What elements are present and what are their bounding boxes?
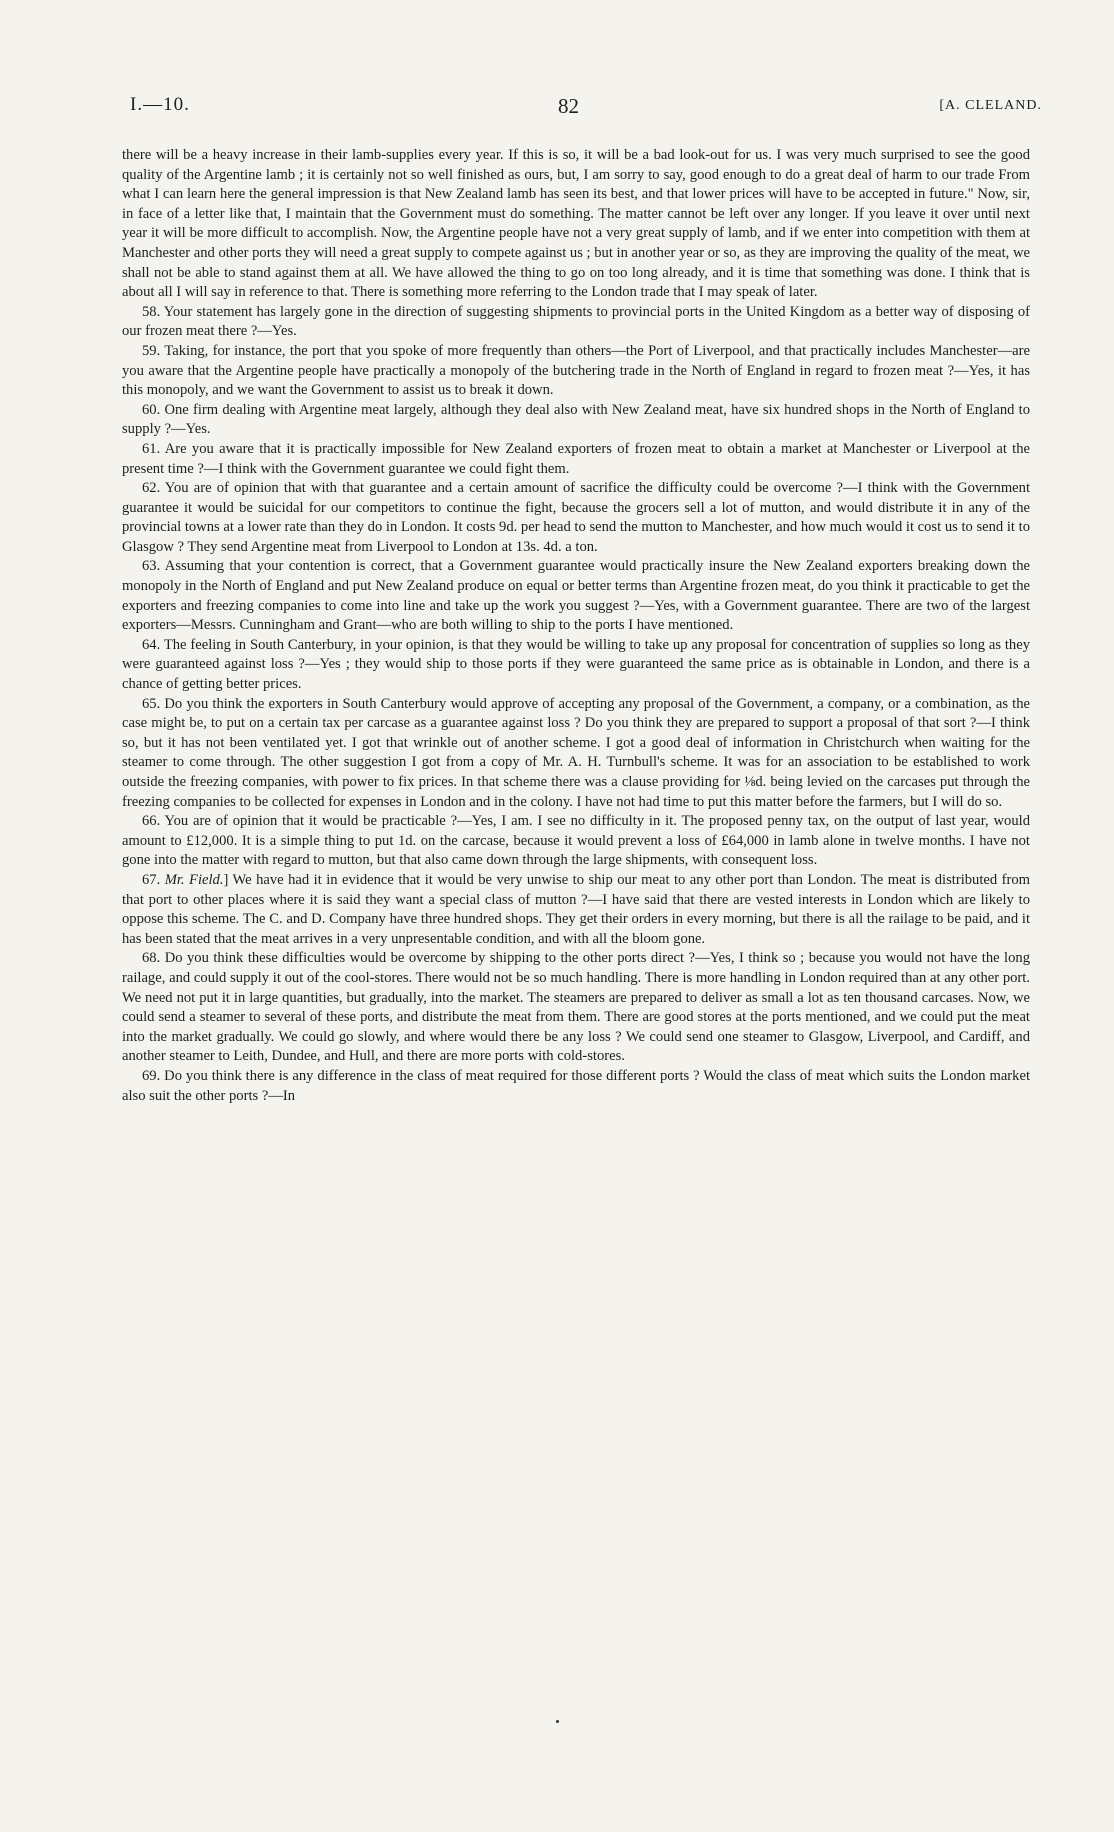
question-61: 61. Are you aware that it is practically impossible for New Zealand exporters of frozen meat to obtain a market at Manchester or Liverpool at the present time ?—I think with the Government guarantee we could fight them.	[122, 440, 1030, 477]
question-63: 63. Assuming that your contention is correct, that a Government guarantee would practically insure the New Zealand exporters breaking down the monopoly in the North of England and put New Zealand produce on equal or better terms than Argentine frozen meat, do you think it practicable to get the exporters and freezing companies to come into line and take up the work you suggest ?—Yes, with a Government guarantee. There are two of the largest exporters—Messrs. Cunningham and Grant—who are both willing to ship to the ports I have mentioned.	[122, 558, 1030, 634]
speaker-name: Mr. Field.	[164, 871, 224, 888]
question-60: 60. One firm dealing with Argentine meat largely, although they deal also with New Zealand meat, have six hundred shops in the North of England to supply ?—Yes.	[122, 401, 1030, 438]
report-reference: I.—10.	[130, 94, 190, 115]
witness-name: [A. CLELAND.	[939, 98, 1042, 113]
question-65: 65. Do you think the exporters in South Canterbury would approve of accepting any proposal of the Government, a company, or a combination, as the case might be, to put on a certain tax per carcase as a guarantee against loss ? Do you think they are prepared to support a proposal of that sort ?—I think so, but it has not been ventilated yet. I got that wrinkle out of another scheme. I got a good deal of information in Christchurch when waiting for the steamer to come through. The other suggestion I got from a copy of Mr. A. H. Turnbull's scheme. It was for an association to be established to work outside the freezing companies, with power to fix prices. In that scheme there was a clause providing for ⅛d. being levied on the carcases put through the freezing companies to be collected for expenses in London and in the colony. I have not had time to put this matter before the farmers, but I will do so.	[122, 695, 1030, 810]
question-66: 66. You are of opinion that it would be practicable ?—Yes, I am. I see no difficulty in it. The proposed penny tax, on the output of last year, would amount to £12,000. It is a simple thing to put 1d. on the carcase, because it would prevent a loss of £64,000 in lamb alone in twelve months. I have not gone into the matter with regard to mutton, but that also came down through the large shipments, with consequent loss.	[122, 813, 1030, 869]
question-62: 62. You are of opinion that with that guarantee and a certain amount of sacrifice the difficulty could be overcome ?—I think with the Government guarantee it would be suicidal for our competitors to continue the fight, because the grocers sell a lot of mutton, and would distribute it in any of the provincial towns at a lower rate than they do in London. It costs 9d. per head to send the mutton to Manchester, and how much would it cost us to send it to Glasgow ? They send Argentine meat from Liverpool to London at 13s. 4d. a ton.	[122, 480, 1030, 555]
question-59: 59. Taking, for instance, the port that you spoke of more frequently than others—the Port of Liverpool, and that practically includes Manchester—are you aware that the Argentine people have practically a monopoly of the butchering trade in the North of England in regard to frozen meat ?—Yes, it has this monopoly, and we want the Government to assist us to break it down.	[122, 342, 1030, 399]
page-number: 82	[558, 94, 579, 118]
page-header	[130, 94, 1042, 124]
print-speck	[556, 1720, 559, 1723]
question-69: 69. Do you think there is any difference in the class of meat required for those different ports ? Would the class of meat which suits the London market also suit the other ports ?—In	[122, 1067, 1030, 1104]
paragraph-continuation: there will be a heavy increase in their lamb-supplies every year. If this is so, it will be a bad look-out for us. I was very much surprised to see the good quality of the Argentine lamb ; it is certainly not so well finished as ours, but, I am sorry to say, good enough to do a great deal of harm to our trade From what I can learn here the general impression is that New Zealand lamb has seen its best, and that lower prices will have to be accepted in future." Now, sir, in face of a letter like that, I maintain that the Government must do something. The matter cannot be left over any longer. If you leave it over until next year it will be more difficult to accomplish. Now, the Argentine people have not a very great supply of lamb, and if we enter into competition with them at Manchester and other ports they will need a great supply to compete against us ; but in another year or so, as they are improving the quality of the meat, we shall not be able to stand against them at all. We have allowed the thing to go on too long already, and it is time that something was done. I think that is about all I will say in reference to that. There is something more referring to the London trade that I may speak of later.	[122, 147, 1030, 301]
question-58: 58. Your statement has largely gone in the direction of suggesting shipments to provincial ports in the United Kingdom as a better way of disposing of our frozen meat there ?—Yes.	[122, 303, 1030, 340]
question-68: 68. Do you think these difficulties would be overcome by shipping to the other ports direct ?—Yes, I think so ; because you would not have the long railage, and could supply it out of the cool-stores. There would not be so much handling. There is more handling in London required than at any other port. We need not put it in large quantities, but gradually, into the market. The steamers are prepared to deliver as small a lot as ten thousand carcases. Now, we could send a steamer to several of these ports, and distribute the meat from them. There are good stores at the ports mentioned, and we could put the meat into the market gradually. We could go slowly, and where would there be any loss ? We could send one steamer to Glasgow, Liverpool, and Cardiff, and another steamer to Leith, Dundee, and Hull, and there are more ports with cold-stores.	[122, 950, 1030, 1065]
page-body	[122, 146, 1030, 1106]
question-64: 64. The feeling in South Canterbury, in your opinion, is that they would be willing to take up any proposal for concentration of supplies so long as they were guaranteed against loss ?—Yes ; they would ship to those ports if they were guaranteed the same price as is obtainable in London, and there is a chance of getting better prices.	[122, 636, 1030, 693]
question-67: 67. Mr. Field.] We have had it in evidence that it would be very unwise to ship our meat to any other port than London. The meat is distributed from that port to other places where it is said they want a special class of mutton ?—I have said that there are vested interests in London which are likely to oppose this scheme. The C. and D. Company have three hundred shops. They get their orders in every morning, but there is all the railage to be paid, and it has been stated that the meat arrives in a very unpresentable condition, and with all the bloom gone.	[122, 871, 1031, 947]
